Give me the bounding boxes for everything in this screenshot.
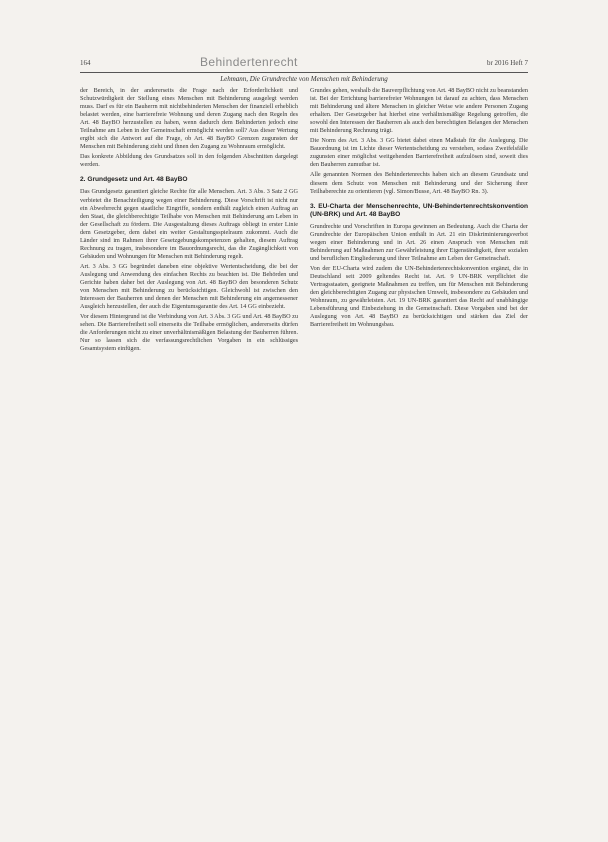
article-subtitle: Lehmann, Die Grundrechte von Menschen mit Behinderung bbox=[220, 75, 388, 83]
page-number: 164 bbox=[80, 59, 91, 67]
paragraph: Alle genannten Normen des Behindertenrechts haben sich an diesem Grundsatz und diesem dem Schutz von Menschen mit Behinderung und der Sicherung ihrer Teilhaberechte zu orientieren (vgl. Simon/Busse, Art. 48 BayBO Rn. 3). bbox=[310, 171, 528, 195]
section-heading: 3. EU-Charta der Menschenrechte, UN-Behindertenrechtskonvention (UN-BRK) und Art. 48 BayBO bbox=[310, 202, 528, 218]
right-column bbox=[310, 87, 528, 329]
paragraph: Grundrechte und Vorschriften in Europa gewinnen an Bedeutung. Auch die Charta der Grundrechte der Europäischen Union enthält in Art. 21 ein Diskriminierungsverbot wegen einer Behinderung und in Art. 26 einen Anspruch von Menschen mit Behinderung auf Maßnahmen zur Gewährleistung ihrer Eigenständigkeit, ihrer sozialen und beruflichen Eingliederung und ihrer Teilnahme am Leben der Gemeinschaft. bbox=[310, 222, 528, 262]
paragraph: Art. 3 Abs. 3 GG begründet daneben eine objektive Wertentscheidung, die bei der Auslegung und Anwendung des einfachen Rechts zu beachten ist. Die Behörden und Gerichte haben daher bei der Auslegung von Art. 48 BayBO den besonderen Schutz von Menschen mit Behinderung zu berücksichtigen. Gleichwohl ist zwischen den Interessen der Bauherren und denen der Menschen mit Behinderung ein angemessener Ausgleich herzustellen, der auch die Eigentumsgarantie des Art. 14 GG einbezieht. bbox=[80, 262, 298, 311]
page-header bbox=[80, 55, 528, 72]
paragraph: Die Norm des Art. 3 Abs. 3 GG bietet dabei einen Maßstab für die Auslegung. Die Bauordnung ist im Lichte dieser Wertentscheidung zu verstehen, sodass Zweifelsfälle zugunsten einer möglichst weitgehenden Barrierefreiheit aufzulösen sind, soweit dies den Bauherren zumutbar ist. bbox=[310, 137, 528, 169]
section-heading: 2. Grundgesetz und Art. 48 BayBO bbox=[80, 176, 188, 184]
paragraph: Grundes gehen, weshalb die Bauverpflichtung von Art. 48 BayBO nicht zu beanstanden ist. Bei der Errichtung barrierefreier Wohnungen ist darauf zu achten, dass Menschen mit Behinderung und ältere Menschen in gleicher Weise wie andere Personen Zugang erhalten. Der Gesetzgeber hat hierbei eine verhältnismäßige Regelung getroffen, die sowohl den Interessen der Bauherren als auch den berechtigten Belangen der Menschen mit Behinderung Rechnung trägt. bbox=[310, 87, 528, 135]
paragraph: der Bereich, in der andererseits die Frage nach der Erforderlichkeit und Schutzwürdigkeit der Stellung eines Menschen mit Behinderung ausgelegt werden muss. Darf es für ein Bauherrn mit nichtbehinderten Menschen der finanziell erheblich belastet werden, eine barrierefreie Wohnung und deren Zugang nach den Regeln des Art. 48 BayBO herzustellen zu haben, wenn dadurch dem Behinderten jedoch eine Teilnahme am Leben in der Gemeinschaft ermöglicht werden soll? Aus dieser Wertung ergibt sich die Antwort auf die Frage, ob Art. 48 BayBO Grenzen zugunsten der Menschen mit Behinderung zieht und ihnen den Zugang zu Wohnraum ermöglicht. bbox=[80, 87, 298, 151]
paragraph: Vor diesem Hintergrund ist die Verbindung von Art. 3 Abs. 3 GG und Art. 48 BayBO zu sehen. Die Barrierefreiheit soll einerseits die Teilhabe ermöglichen, andererseits dürfen die Anforderungen nicht zu einer unverhältnismäßigen Belastung der Bauherren führen. Nur so lassen sich die verfassungsrechtlichen Vorgaben in ein schlüssiges Gesamtsystem einfügen. bbox=[80, 313, 298, 353]
paragraph: Von der EU-Charta wird zudem die UN-Behindertenrechtskonvention ergänzt, die in Deutschland seit 2009 geltendes Recht ist. Art. 9 UN-BRK verpflichtet die Vertragsstaaten, geeignete Maßnahmen zu treffen, um für Menschen mit Behinderung den gleichberechtigten Zugang zur physischen Umwelt, insbesondere zu Gebäuden und Wohnraum, zu gewährleisten. Art. 19 UN-BRK garantiert das Recht auf unabhängige Lebensführung und Einbeziehung in die Gemeinschaft. Diese Vorgaben sind bei der Auslegung von Art. 48 BayBO zu berücksichtigen und stärken das Ziel der Barrierefreiheit im Wohnungsbau. bbox=[310, 264, 528, 329]
paragraph: Das Grundgesetz garantiert gleiche Rechte für alle Menschen. Art. 3 Abs. 3 Satz 2 GG verbietet die Benachteiligung wegen einer Behinderung. Diese Vorschrift ist nicht nur ein Abwehrrecht gegen staatliche Eingriffe, sondern enthält zugleich einen Auftrag an den Staat, die gleichberechtigte Teilhabe von Menschen mit Behinderung am Leben in der Gesellschaft zu fördern. Die Ausgestaltung dieses Auftrags obliegt in erster Linie dem Gesetzgeber, dem dabei ein weiter Gestaltungsspielraum zukommt. Auch die Länder sind im Rahmen ihrer Gesetzgebungskompetenzen gehalten, diesem Auftrag Rechnung zu tragen, insbesondere im Bauordnungsrecht, das die Zugänglichkeit von Gebäuden und Wohnungen für Menschen mit Behinderung regelt. bbox=[80, 188, 298, 260]
paragraph: Das konkrete Abbildung des Grundsatzes soll in den folgenden Abschnitten dargelegt werden. bbox=[80, 153, 298, 169]
journal-title: Behindertenrecht bbox=[200, 55, 298, 69]
issue-label: br 2016 Heft 7 bbox=[486, 59, 528, 67]
header-rule bbox=[80, 72, 528, 73]
left-column bbox=[80, 87, 298, 353]
